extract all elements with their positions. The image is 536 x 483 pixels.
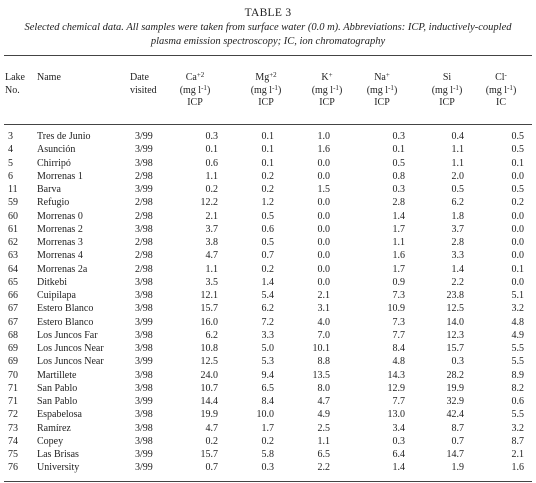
cell-cl: 0.2 — [511, 197, 524, 209]
cell-mg: 5.8 — [261, 449, 274, 460]
cell-si: 12.3 — [446, 329, 464, 341]
cell-date-visited: 2/98 — [135, 170, 153, 182]
cell-cl: 8.7 — [511, 435, 524, 447]
cell-mg: 6.2 — [261, 303, 274, 315]
cell-mg: 0.1 — [261, 131, 274, 142]
cell-date-visited: 2/98 — [135, 263, 153, 275]
cell-si: 2.8 — [451, 237, 464, 248]
cell-na: 0.3 — [392, 131, 405, 142]
cell-si: 23.8 — [446, 290, 464, 301]
cell-k: 0.0 — [317, 276, 330, 288]
cell-lake-name: Los Juncos Near — [37, 356, 104, 368]
cell-mg: 7.2 — [261, 316, 274, 328]
cell-ca: 4.7 — [205, 422, 218, 434]
cell-na: 12.9 — [387, 382, 405, 394]
cell-na: 1.7 — [392, 263, 405, 275]
header-k-unit: (mg $l^{-1}$) — [311, 83, 343, 96]
cell-na: 7.7 — [392, 396, 405, 407]
cell-mg: 0.5 — [261, 237, 274, 248]
cell-na: 1.4 — [392, 462, 405, 474]
cell-lake-name: Ditkebi — [37, 276, 67, 288]
cell-date-visited: 3/98 — [135, 382, 153, 394]
cell-ca: 12.2 — [200, 197, 218, 209]
cell-na: 8.4 — [392, 343, 405, 354]
header-cl-method: IC — [496, 97, 506, 108]
cell-lake-name: Refugio — [37, 197, 70, 209]
cell-si: 14.7 — [446, 449, 464, 460]
cell-cl: 0.5 — [511, 131, 524, 142]
cell-mg: 8.4 — [261, 396, 274, 407]
cell-lake-no: 67 — [8, 303, 18, 315]
cell-mg: 5.4 — [261, 290, 274, 301]
cell-mg: 0.2 — [261, 263, 274, 275]
cell-cl: 0.0 — [511, 250, 524, 262]
cell-mg: 9.4 — [261, 369, 274, 381]
cell-na: 0.9 — [392, 276, 405, 288]
cell-si: 3.7 — [451, 223, 464, 235]
cell-ca: 2.1 — [205, 210, 218, 222]
header-ca-unit: (mg $l^{-1}$) — [179, 83, 211, 96]
header-si-method: ICP — [439, 97, 455, 108]
caption-line-2: plasma emission spectroscopy; IC, ion chromatography — [150, 36, 386, 47]
header-si-unit: (mg $l^{-1}$) — [431, 83, 463, 96]
cell-si: 3.3 — [451, 250, 464, 262]
cell-si: 32.9 — [446, 396, 464, 407]
cell-mg: 1.7 — [261, 422, 274, 434]
cell-na: 4.8 — [392, 356, 405, 368]
caption-line-1: Selected chemical data. All samples were taken from surface water (0.0 m). Abbreviations: ICP, inductively-coupled — [24, 22, 512, 33]
cell-mg: 0.1 — [261, 157, 274, 169]
cell-k: 2.1 — [317, 290, 330, 301]
cell-mg: 0.2 — [261, 435, 274, 447]
cell-lake-name: Estero Blanco — [37, 316, 94, 328]
cell-na: 0.3 — [392, 184, 405, 195]
cell-lake-name: Los Juncos Far — [37, 329, 98, 341]
cell-si: 12.5 — [446, 303, 464, 315]
cell-na: 0.1 — [392, 144, 405, 156]
cell-lake-name: Las Brisas — [37, 449, 79, 460]
cell-cl: 0.0 — [511, 223, 524, 235]
cell-date-visited: 2/98 — [135, 237, 153, 248]
header-date-visited — [130, 72, 157, 97]
header-na-ion: Na+ — [374, 71, 390, 83]
header-mg — [243, 72, 289, 110]
cell-mg: 1.2 — [261, 197, 274, 209]
cell-k: 2.2 — [317, 462, 330, 474]
cell-k: 6.5 — [317, 449, 330, 460]
cell-ca: 1.1 — [205, 170, 218, 182]
cell-lake-no: 72 — [8, 409, 18, 421]
cell-k: 8.0 — [317, 382, 330, 394]
cell-ca: 0.7 — [205, 462, 218, 474]
cell-na: 1.6 — [392, 250, 405, 262]
cell-cl: 4.9 — [511, 329, 524, 341]
header-na-unit: (mg $l^{-1}$) — [366, 83, 398, 96]
cell-cl: 0.0 — [511, 210, 524, 222]
cell-date-visited: 3/98 — [135, 409, 153, 421]
cell-lake-no: 3 — [8, 131, 13, 142]
cell-lake-name: Morrenas 2 — [37, 223, 83, 235]
cell-cl: 4.8 — [511, 316, 524, 328]
header-cl-unit: (mg $l^{-1}$) — [485, 83, 517, 96]
cell-k: 10.1 — [312, 343, 330, 354]
cell-k: 1.5 — [317, 184, 330, 195]
cell-lake-name: Cuipilapa — [37, 290, 76, 301]
cell-k: 4.0 — [317, 316, 330, 328]
cell-k: 4.7 — [317, 396, 330, 407]
header-si — [424, 72, 470, 110]
cell-date-visited: 2/98 — [135, 210, 153, 222]
cell-ca: 6.2 — [205, 329, 218, 341]
cell-lake-name: Morrenas 3 — [37, 237, 83, 248]
cell-date-visited: 3/98 — [135, 157, 153, 169]
cell-si: 0.4 — [451, 131, 464, 142]
header-lake-line2: No. — [5, 84, 20, 96]
cell-k: 1.6 — [317, 144, 330, 156]
table-title: TABLE 3 — [244, 7, 292, 19]
cell-si: 8.7 — [451, 422, 464, 434]
header-k-method: ICP — [319, 97, 335, 108]
cell-lake-name: Morrenas 4 — [37, 250, 83, 262]
header-date-line2: visited — [130, 84, 157, 96]
cell-lake-name: Ramírez — [37, 422, 71, 434]
cell-na: 1.4 — [392, 210, 405, 222]
cell-lake-name: Estero Blanco — [37, 303, 94, 315]
cell-ca: 3.7 — [205, 223, 218, 235]
cell-mg: 0.2 — [261, 170, 274, 182]
cell-na: 3.4 — [392, 422, 405, 434]
cell-lake-no: 74 — [8, 435, 18, 447]
cell-mg: 10.0 — [256, 409, 274, 421]
cell-lake-no: 62 — [8, 237, 18, 248]
cell-na: 7.3 — [392, 290, 405, 301]
cell-cl: 8.2 — [511, 382, 524, 394]
cell-si: 1.1 — [451, 144, 464, 156]
cell-lake-no: 5 — [8, 157, 13, 169]
cell-lake-name: Asunción — [37, 144, 76, 156]
header-na-method: ICP — [374, 97, 390, 108]
cell-mg: 1.4 — [261, 276, 274, 288]
cell-lake-name: Espabelosa — [37, 409, 82, 421]
cell-k: 8.8 — [317, 356, 330, 368]
header-mg-ion: $Mg^{+2}$ — [255, 71, 277, 83]
cell-na: 0.3 — [392, 435, 405, 447]
cell-ca: 15.7 — [200, 303, 218, 315]
cell-k: 0.0 — [317, 210, 330, 222]
cell-cl: 0.0 — [511, 237, 524, 248]
cell-si: 15.7 — [446, 343, 464, 354]
cell-si: 0.3 — [451, 356, 464, 368]
cell-si: 0.7 — [451, 435, 464, 447]
cell-si: 28.2 — [446, 369, 464, 381]
cell-cl: 5.5 — [511, 343, 524, 354]
header-rule — [4, 124, 532, 125]
header-name: Name — [37, 72, 61, 83]
cell-cl: 1.6 — [511, 462, 524, 474]
cell-k: 0.0 — [317, 197, 330, 209]
cell-lake-no: 69 — [8, 343, 18, 354]
cell-na: 6.4 — [392, 449, 405, 460]
header-cl — [478, 72, 524, 110]
cell-date-visited: 3/98 — [135, 223, 153, 235]
cell-k: 0.0 — [317, 250, 330, 262]
cell-lake-no: 70 — [8, 369, 18, 381]
header-lake-line1: Lake — [5, 72, 25, 83]
cell-lake-name: University — [37, 462, 80, 474]
cell-mg: 5.3 — [261, 356, 274, 368]
cell-cl: 0.5 — [511, 184, 524, 195]
cell-ca: 15.7 — [200, 449, 218, 460]
cell-mg: 0.7 — [261, 250, 274, 262]
cell-na: 2.8 — [392, 197, 405, 209]
cell-k: 2.5 — [317, 422, 330, 434]
cell-lake-no: 63 — [8, 250, 18, 262]
cell-ca: 10.8 — [200, 343, 218, 354]
cell-mg: 3.3 — [261, 329, 274, 341]
cell-k: 1.0 — [317, 131, 330, 142]
cell-lake-name: Barva — [37, 184, 61, 195]
cell-ca: 3.8 — [205, 237, 218, 248]
cell-lake-no: 6 — [8, 170, 13, 182]
cell-mg: 0.2 — [261, 184, 274, 195]
cell-lake-no: 60 — [8, 210, 18, 222]
header-k — [304, 72, 350, 110]
cell-na: 7.7 — [392, 329, 405, 341]
cell-ca: 0.3 — [205, 131, 218, 142]
header-lake-no — [5, 72, 25, 97]
cell-date-visited: 3/99 — [135, 396, 153, 407]
cell-lake-no: 68 — [8, 329, 18, 341]
cell-k: 0.0 — [317, 237, 330, 248]
header-k-ion: K+ — [321, 71, 333, 83]
cell-si: 6.2 — [451, 197, 464, 209]
cell-date-visited: 3/98 — [135, 422, 153, 434]
cell-lake-no: 61 — [8, 223, 18, 235]
cell-date-visited: 3/99 — [135, 144, 153, 156]
cell-date-visited: 3/99 — [135, 356, 153, 368]
cell-cl: 0.0 — [511, 276, 524, 288]
cell-mg: 0.6 — [261, 223, 274, 235]
cell-na: 13.0 — [387, 409, 405, 421]
cell-mg: 5.0 — [261, 343, 274, 354]
cell-cl: 5.1 — [511, 290, 524, 301]
cell-cl: 3.2 — [511, 422, 524, 434]
cell-lake-name: San Pablo — [37, 396, 78, 407]
cell-ca: 3.5 — [205, 276, 218, 288]
cell-cl: 0.5 — [511, 144, 524, 156]
cell-k: 7.0 — [317, 329, 330, 341]
cell-k: 3.1 — [317, 303, 330, 315]
cell-si: 2.2 — [451, 276, 464, 288]
cell-si: 1.4 — [451, 263, 464, 275]
cell-si: 1.1 — [451, 157, 464, 169]
cell-date-visited: 3/99 — [135, 462, 153, 474]
cell-k: 4.9 — [317, 409, 330, 421]
cell-si: 0.5 — [451, 184, 464, 195]
cell-na: 14.3 — [387, 369, 405, 381]
cell-cl: 0.0 — [511, 170, 524, 182]
cell-date-visited: 3/98 — [135, 435, 153, 447]
cell-ca: 0.6 — [205, 157, 218, 169]
cell-na: 0.5 — [392, 157, 405, 169]
cell-ca: 1.1 — [205, 263, 218, 275]
cell-lake-name: Tres de Junio — [37, 131, 91, 142]
cell-lake-name: San Pablo — [37, 382, 78, 394]
cell-k: 0.0 — [317, 157, 330, 169]
cell-ca: 10.7 — [200, 382, 218, 394]
cell-lake-name: Copey — [37, 435, 64, 447]
cell-lake-no: 4 — [8, 144, 13, 156]
cell-si: 1.8 — [451, 210, 464, 222]
cell-lake-name: Morrenas 1 — [37, 170, 83, 182]
bottom-rule — [4, 481, 532, 482]
cell-lake-no: 67 — [8, 316, 18, 328]
cell-lake-no: 76 — [8, 462, 18, 474]
cell-date-visited: 2/98 — [135, 250, 153, 262]
cell-cl: 8.9 — [511, 369, 524, 381]
cell-date-visited: 3/99 — [135, 184, 153, 195]
table-caption — [0, 21, 536, 49]
cell-cl: 0.6 — [511, 396, 524, 407]
header-mg-method: ICP — [258, 97, 274, 108]
cell-lake-no: 66 — [8, 290, 18, 301]
cell-mg: 0.1 — [261, 144, 274, 156]
cell-lake-no: 75 — [8, 449, 18, 460]
cell-k: 1.1 — [317, 435, 330, 447]
cell-lake-no: 64 — [8, 263, 18, 275]
cell-lake-name: Los Juncos Near — [37, 343, 104, 354]
header-ca-ion: $Ca^{+2}$ — [185, 71, 205, 83]
top-rule — [4, 55, 532, 56]
cell-si: 2.0 — [451, 170, 464, 182]
cell-si: 19.9 — [446, 382, 464, 394]
cell-ca: 16.0 — [200, 316, 218, 328]
header-cl-ion: Cl- — [495, 71, 507, 83]
cell-cl: 0.1 — [511, 263, 524, 275]
cell-lake-no: 59 — [8, 197, 18, 209]
cell-ca: 4.7 — [205, 250, 218, 262]
cell-na: 1.1 — [392, 237, 405, 248]
cell-mg: 0.5 — [261, 210, 274, 222]
cell-k: 0.0 — [317, 170, 330, 182]
cell-ca: 24.0 — [200, 369, 218, 381]
cell-date-visited: 3/98 — [135, 290, 153, 301]
cell-ca: 19.9 — [200, 409, 218, 421]
cell-lake-no: 69 — [8, 356, 18, 368]
cell-k: 13.5 — [312, 369, 330, 381]
header-mg-unit: (mg $l^{-1}$) — [250, 83, 282, 96]
cell-k: 0.0 — [317, 263, 330, 275]
cell-date-visited: 3/99 — [135, 316, 153, 328]
cell-date-visited: 3/98 — [135, 369, 153, 381]
cell-date-visited: 3/99 — [135, 449, 153, 460]
cell-lake-name: Martillete — [37, 369, 77, 381]
cell-k: 0.0 — [317, 223, 330, 235]
cell-na: 1.7 — [392, 223, 405, 235]
cell-ca: 14.4 — [200, 396, 218, 407]
cell-si: 1.9 — [451, 462, 464, 474]
cell-ca: 0.2 — [205, 435, 218, 447]
cell-lake-name: Chirripó — [37, 157, 71, 169]
cell-cl: 5.5 — [511, 356, 524, 368]
cell-lake-no: 73 — [8, 422, 18, 434]
cell-date-visited: 3/99 — [135, 131, 153, 142]
cell-na: 10.9 — [387, 303, 405, 315]
cell-cl: 0.1 — [511, 157, 524, 169]
header-ca-method: ICP — [187, 97, 203, 108]
header-na — [359, 72, 405, 110]
cell-lake-no: 71 — [8, 382, 18, 394]
cell-date-visited: 3/98 — [135, 343, 153, 354]
cell-lake-no: 65 — [8, 276, 18, 288]
cell-lake-no: 11 — [8, 184, 18, 195]
cell-si: 42.4 — [446, 409, 464, 421]
cell-cl: 3.2 — [511, 303, 524, 315]
cell-lake-name: Morrenas 2a — [37, 263, 88, 275]
header-ca — [172, 72, 218, 110]
cell-date-visited: 3/98 — [135, 329, 153, 341]
header-date-line1: Date — [130, 72, 149, 83]
cell-lake-no: 71 — [8, 396, 18, 407]
cell-date-visited: 3/98 — [135, 276, 153, 288]
cell-na: 0.8 — [392, 170, 405, 182]
cell-ca: 0.1 — [205, 144, 218, 156]
cell-date-visited: 3/98 — [135, 303, 153, 315]
cell-si: 14.0 — [446, 316, 464, 328]
cell-mg: 6.5 — [261, 382, 274, 394]
cell-cl: 2.1 — [511, 449, 524, 460]
cell-cl: 5.5 — [511, 409, 524, 421]
cell-ca: 0.2 — [205, 184, 218, 195]
cell-date-visited: 2/98 — [135, 197, 153, 209]
cell-ca: 12.5 — [200, 356, 218, 368]
cell-na: 7.3 — [392, 316, 405, 328]
cell-lake-name: Morrenas 0 — [37, 210, 83, 222]
cell-ca: 12.1 — [200, 290, 218, 301]
cell-mg: 0.3 — [261, 462, 274, 474]
header-si-ion: Si — [442, 72, 452, 83]
